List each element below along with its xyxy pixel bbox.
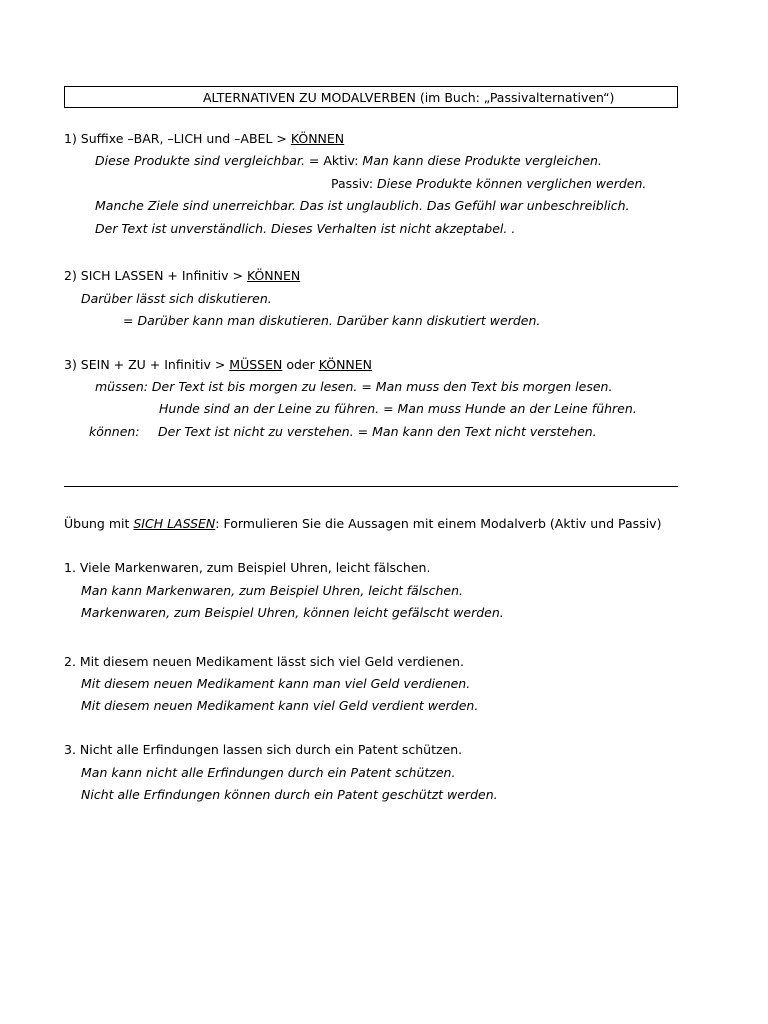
section3-line3-label: können:	[89, 424, 140, 439]
section1-passiv-label: Passiv:	[331, 176, 378, 191]
exercise-aktiv: Man kann Markenwaren, zum Beispiel Uhren, leicht fälschen.	[81, 583, 464, 598]
section1-line4: Der Text ist unverständlich. Dieses Verhalten ist nicht akzeptabel. .	[95, 221, 516, 236]
section2-line2: = Darüber kann man diskutieren. Darüber kann diskutiert werden.	[123, 313, 541, 328]
section1-passiv	[331, 176, 646, 192]
section1-example1-aktiv: Man kann diese Produkte vergleichen.	[362, 153, 602, 168]
section3-line1: müssen: Der Text ist bis morgen zu lesen. = Man muss den Text bis morgen lesen.	[95, 379, 613, 394]
title-box	[64, 86, 678, 108]
section3-heading-oder: oder	[282, 357, 319, 372]
exercise-aktiv: Man kann nicht alle Erfindungen durch ein Patent schützen.	[81, 765, 456, 780]
section1-example1	[95, 153, 602, 169]
section-divider	[64, 486, 678, 487]
section1-heading-target: KÖNNEN	[290, 131, 345, 146]
section1-example1-sentence: Diese Produkte sind vergleichbar.	[95, 153, 305, 168]
section1-heading	[64, 131, 344, 147]
section3-heading	[64, 357, 372, 373]
exercise-heading-focus: SICH LASSEN	[133, 516, 216, 531]
exercise-passiv: Mit diesem neuen Medikament kann viel Geld verdient werden.	[81, 698, 479, 713]
section1-heading-prefix: 1) Suffixe –BAR, –LICH und –ABEL >	[64, 131, 291, 146]
exercise-passiv: Nicht alle Erfindungen können durch ein Patent geschützt werden.	[81, 787, 498, 802]
section2-heading-target: KÖNNEN	[246, 268, 301, 283]
section2-line1: Darüber lässt sich diskutieren.	[81, 291, 272, 306]
section1-line3: Manche Ziele sind unerreichbar. Das ist unglaublich. Das Gefühl war unbeschreiblich.	[95, 198, 630, 213]
section2-heading	[64, 268, 300, 284]
page-title: ALTERNATIVEN ZU MODALVERBEN (im Buch: „Passivalternativen“)	[203, 90, 615, 105]
exercise-heading-prefix: Übung mit	[64, 516, 134, 531]
section1-passiv-text: Diese Produkte können verglichen werden.	[377, 176, 647, 191]
section3-line3: Der Text ist nicht zu verstehen. = Man kann den Text nicht verstehen.	[158, 424, 597, 439]
exercise-heading	[64, 516, 661, 532]
exercise-task: 3. Nicht alle Erfindungen lassen sich durch ein Patent schützen.	[64, 742, 463, 757]
section3-heading-prefix: 3) SEIN + ZU + Infinitiv >	[64, 357, 230, 372]
exercise-aktiv: Mit diesem neuen Medikament kann man viel Geld verdienen.	[81, 676, 471, 691]
section3-line2: Hunde sind an der Leine zu führen. = Man muss Hunde an der Leine führen.	[159, 401, 637, 416]
section2-heading-prefix: 2) SICH LASSEN + Infinitiv >	[64, 268, 247, 283]
section3-heading-koennen: KÖNNEN	[318, 357, 373, 372]
section3-heading-muessen: MÜSSEN	[229, 357, 283, 372]
exercise-passiv: Markenwaren, zum Beispiel Uhren, können leicht gefälscht werden.	[81, 605, 504, 620]
exercise-task: 2. Mit diesem neuen Medikament lässt sich viel Geld verdienen.	[64, 654, 464, 669]
section1-example1-eq: = Aktiv:	[304, 153, 363, 168]
exercise-heading-rest: : Formulieren Sie die Aussagen mit einem Modalverb (Aktiv und Passiv)	[215, 516, 662, 531]
exercise-task: 1. Viele Markenwaren, zum Beispiel Uhren, leicht fälschen.	[64, 560, 431, 575]
